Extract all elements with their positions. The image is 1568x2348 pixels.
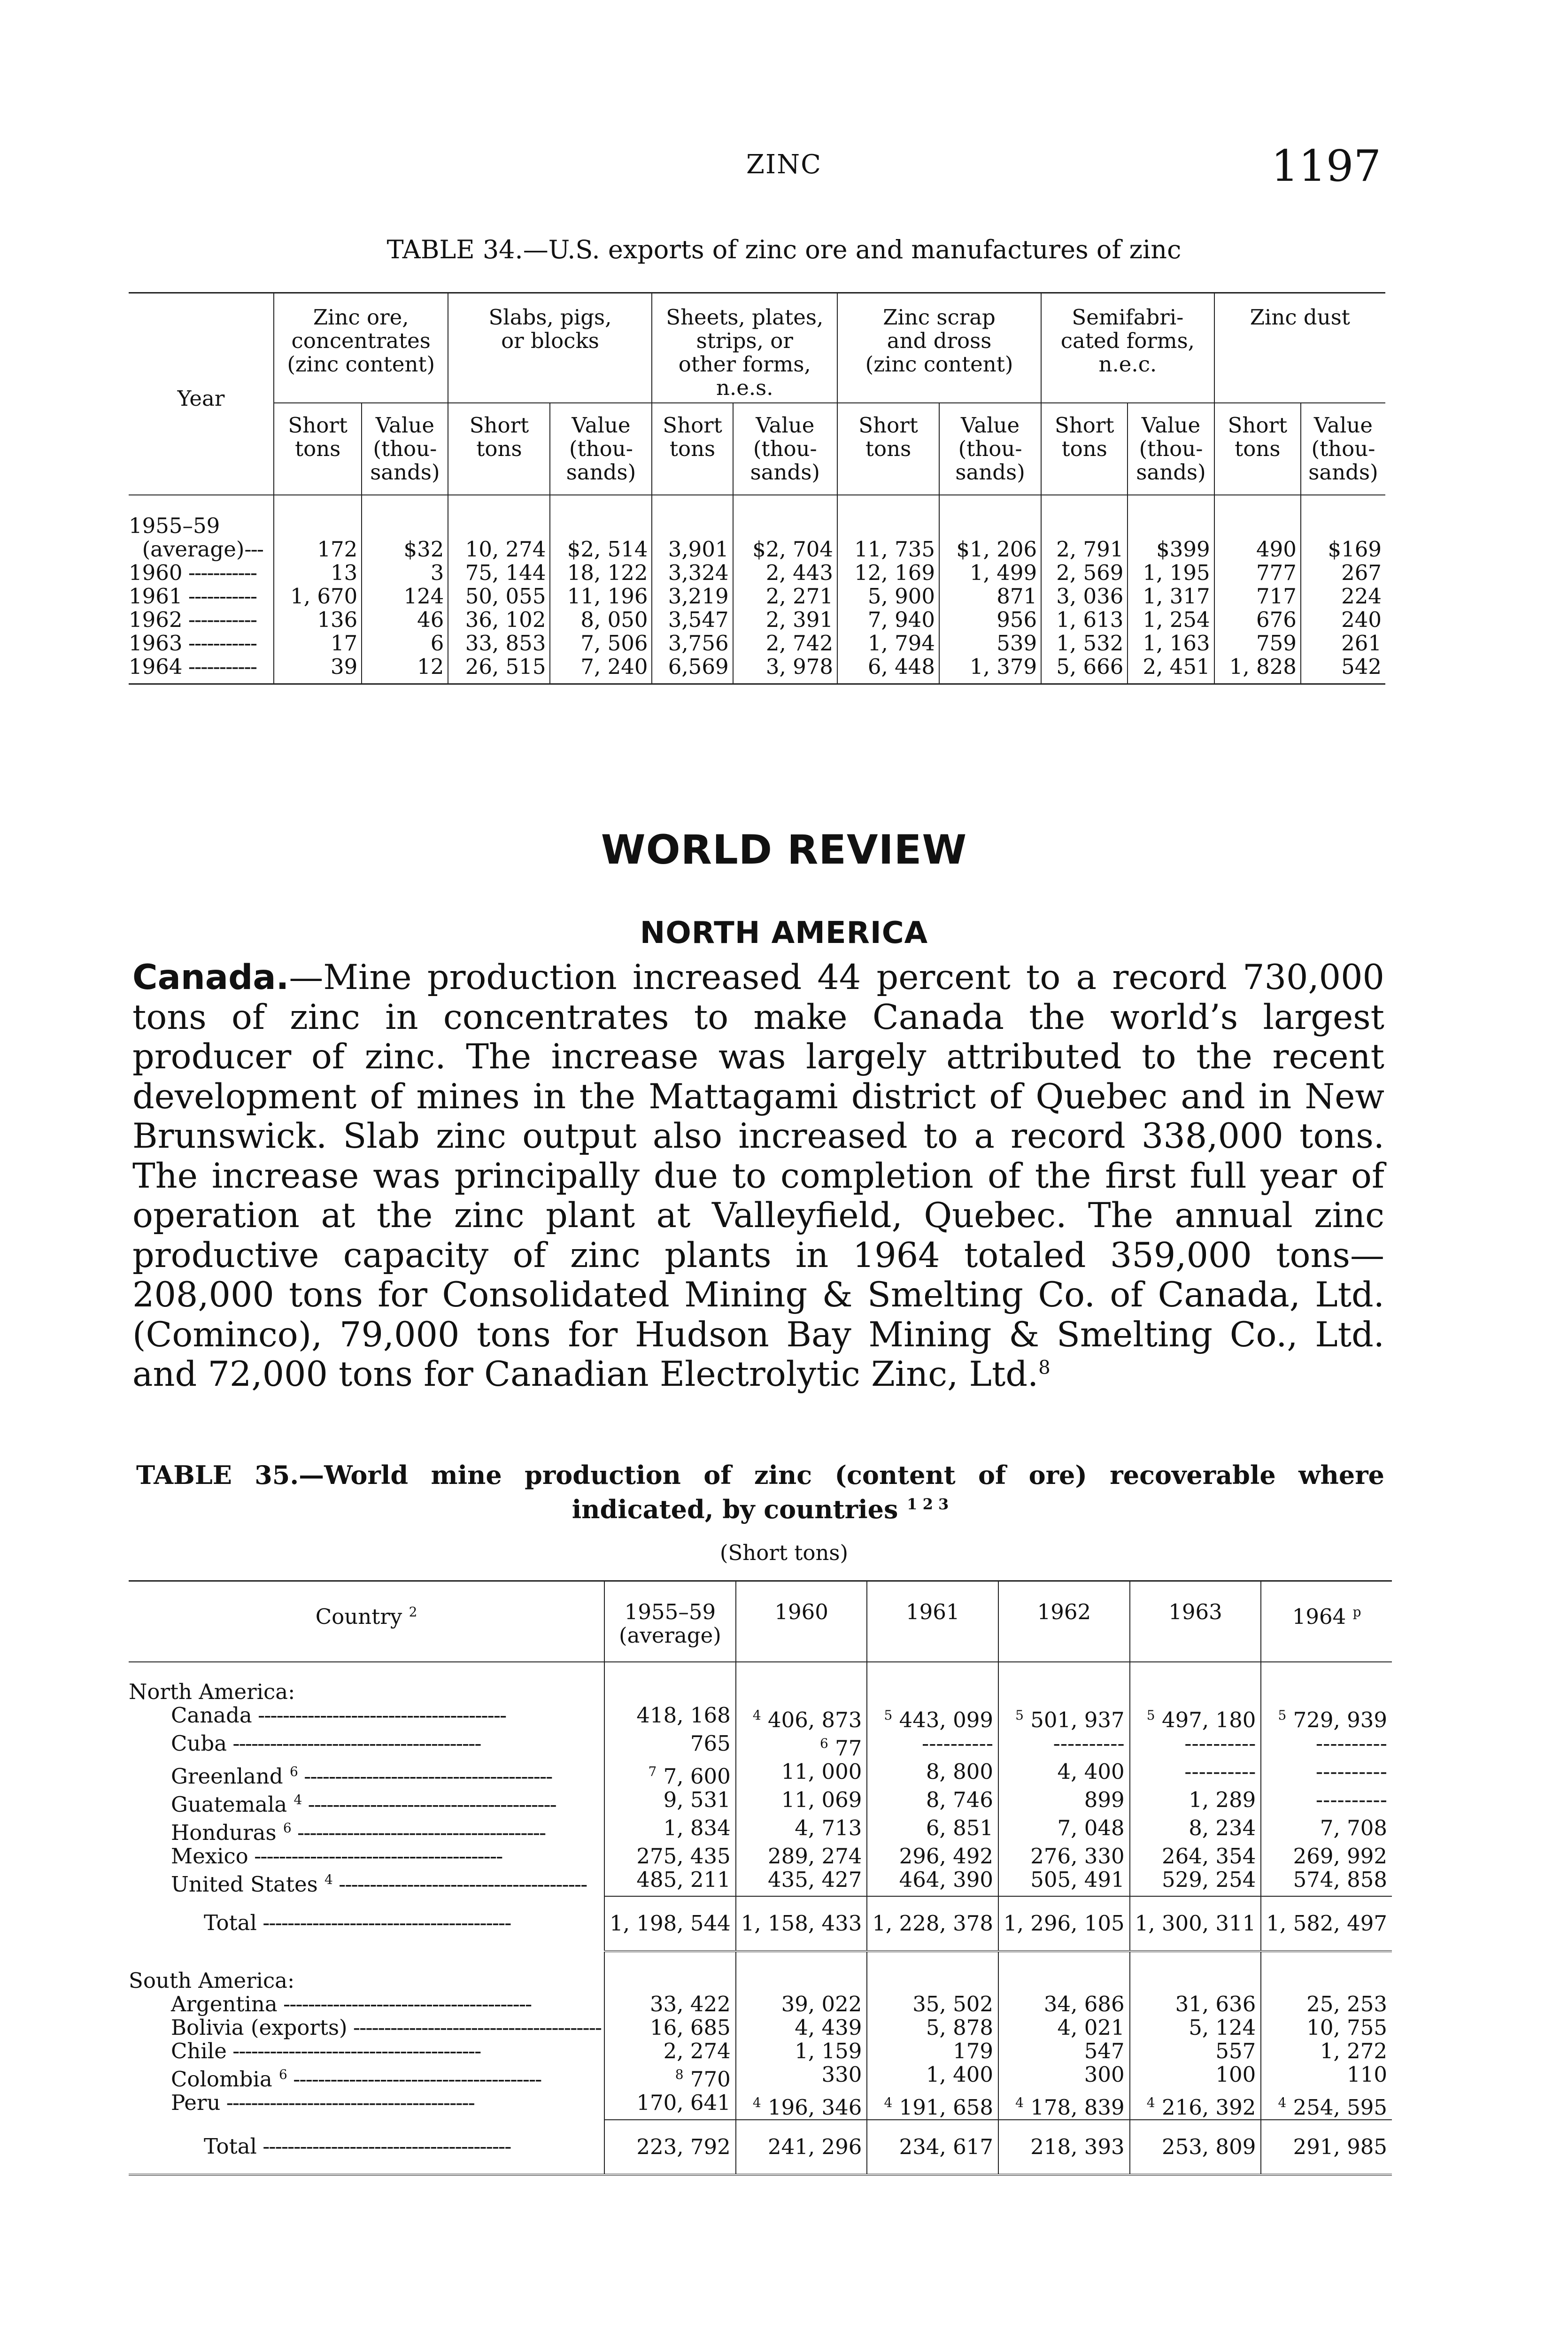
table-row — [129, 1868, 1392, 1896]
value-cell: 2, 791 — [1041, 538, 1128, 561]
value-cell: 4, 713 — [736, 1816, 867, 1845]
value-cell: 39, 022 — [736, 1993, 867, 2016]
value-cell: 1, 532 — [1041, 632, 1128, 655]
value-cell: 18, 122 — [550, 561, 652, 585]
value-cell: 777 — [1214, 561, 1301, 585]
value-header: Value (thou- sands) — [550, 403, 652, 495]
value-cell: 5, 900 — [837, 585, 939, 608]
short-tons-header: Short tons — [448, 403, 550, 495]
value-cell: 1, 317 — [1128, 585, 1214, 608]
value-cell: 50, 055 — [448, 585, 550, 608]
country-cell: Cuba ---------------------------------------- — [171, 1732, 481, 1756]
value-cell: 6, 448 — [837, 655, 939, 684]
value-cell: 1, 499 — [939, 561, 1041, 585]
value-cell: 956 — [939, 608, 1041, 632]
value-cell: 7, 940 — [837, 608, 939, 632]
short-tons-header: Short tons — [1041, 403, 1128, 495]
footnote-ref: 8 — [1038, 1357, 1050, 1379]
region-label: North America: — [129, 1679, 295, 1704]
value-cell: 8, 746 — [867, 1788, 998, 1816]
value-cell: 1, 828 — [1214, 655, 1301, 684]
value-cell: 1, 195 — [1128, 561, 1214, 585]
north-america-heading: NORTH AMERICA — [640, 916, 928, 950]
group-header: Zinc scrap and dross (zinc content) — [837, 293, 1041, 403]
value-cell: 485, 211 — [604, 1868, 736, 1896]
value-cell: 25, 253 — [1261, 1993, 1392, 2016]
value-cell: 7, 708 — [1261, 1816, 1392, 1845]
value-cell: 7, 240 — [550, 655, 652, 684]
value-cell: 5, 878 — [867, 2016, 998, 2039]
group-header: Slabs, pigs, or blocks — [448, 293, 652, 403]
value-cell: 6, 851 — [867, 1816, 998, 1845]
table-row — [129, 2063, 1392, 2091]
region-row — [129, 1662, 1392, 1704]
value-cell: 4, 021 — [998, 2016, 1130, 2039]
total-cell: 234, 617 — [867, 2120, 998, 2175]
value-cell: 765 — [604, 1732, 736, 1760]
value-cell: 1, 834 — [604, 1816, 736, 1845]
value-cell: 39 — [274, 655, 362, 684]
year-header: 1964 $^p$ — [1261, 1581, 1392, 1662]
value-cell: 3, 978 — [733, 655, 837, 684]
total-cell: 1, 300, 311 — [1130, 1896, 1261, 1951]
value-cell: $^5$ 501, 937 — [998, 1704, 1130, 1732]
table-row — [129, 1993, 1392, 2016]
value-cell: 8, 800 — [867, 1760, 998, 1788]
country-cell: Mexico ---------------------------------------- — [171, 1845, 502, 1868]
value-cell: 11, 196 — [550, 585, 652, 608]
value-cell: 275, 435 — [604, 1845, 736, 1868]
group-header: Zinc ore, concentrates (zinc content) — [274, 293, 448, 403]
value-cell: 11, 000 — [736, 1760, 867, 1788]
value-cell: 3 — [362, 561, 448, 585]
value-cell: $1, 206 — [939, 538, 1041, 561]
value-cell: 6 — [362, 632, 448, 655]
value-cell: 529, 254 — [1130, 1868, 1261, 1896]
group-header: Sheets, plates, strips, or other forms, n.e.s. — [652, 293, 837, 403]
value-cell: 6,569 — [652, 655, 733, 684]
table-row — [129, 1732, 1392, 1760]
group-header: Zinc dust — [1214, 293, 1385, 403]
value-cell: 8, 234 — [1130, 1816, 1261, 1845]
value-cell: $2, 704 — [733, 538, 837, 561]
page-number: 1197 — [1271, 141, 1381, 191]
total-cell: 1, 228, 378 — [867, 1896, 998, 1951]
country-cell: Chile ---------------------------------------- — [171, 2039, 481, 2063]
region-label: South America: — [129, 1968, 295, 1993]
world-review-heading: WORLD REVIEW — [601, 826, 967, 873]
country-cell: Canada ---------------------------------------- — [171, 1704, 506, 1728]
value-cell: 435, 427 — [736, 1868, 867, 1896]
value-cell: 110 — [1261, 2063, 1392, 2091]
value-cell: $^4$ 196, 346 — [736, 2091, 867, 2120]
value-cell: 1, 272 — [1261, 2039, 1392, 2063]
value-cell: 7, 048 — [998, 1816, 1130, 1845]
value-header: Value (thou- sands) — [1128, 403, 1214, 495]
value-cell: 240 — [1301, 608, 1385, 632]
value-cell: 1, 289 — [1130, 1788, 1261, 1816]
total-cell: 223, 792 — [604, 2120, 736, 2175]
value-cell: 3,219 — [652, 585, 733, 608]
value-cell: $169 — [1301, 538, 1385, 561]
value-cell: $399 — [1128, 538, 1214, 561]
value-cell: 75, 144 — [448, 561, 550, 585]
value-header: Value (thou- sands) — [362, 403, 448, 495]
year-cell: 1964 ----------- — [129, 655, 274, 684]
total-label: Total ---------------------------------------- — [129, 2120, 604, 2175]
value-cell: 9, 531 — [604, 1788, 736, 1816]
value-cell: 136 — [274, 608, 362, 632]
value-cell: $^4$ 406, 873 — [736, 1704, 867, 1732]
country-cell: Peru ---------------------------------------- — [171, 2091, 474, 2115]
value-cell: 418, 168 — [604, 1704, 736, 1732]
value-cell: 871 — [939, 585, 1041, 608]
value-cell: 7, 506 — [550, 632, 652, 655]
short-tons-header: Short tons — [652, 403, 733, 495]
value-cell: 1, 254 — [1128, 608, 1214, 632]
value-cell: 35, 502 — [867, 1993, 998, 2016]
country-cell: Bolivia (exports) ---------------------------------------- — [171, 2016, 602, 2039]
value-cell: 2, 569 — [1041, 561, 1128, 585]
table-row — [129, 2091, 1392, 2120]
table-row — [129, 1845, 1392, 1868]
value-header: Value (thou- sands) — [733, 403, 837, 495]
year-cell: 1955–59 — [129, 513, 220, 538]
country-cell: United States $^4$ ---------------------------------------- — [171, 1872, 587, 1896]
country-cell: Honduras $^6$ ---------------------------------------- — [171, 1820, 546, 1845]
value-cell: ---------- — [998, 1732, 1130, 1760]
value-cell: 34, 686 — [998, 1993, 1130, 2016]
year-header: 1961 — [867, 1581, 998, 1662]
paragraph-body: —Mine production increased 44 percent to a record 730,000 tons of zinc in concentrates to make Canada the world’s largest producer of zinc. The increase was largely attributed to the recent development of mines in the Mattagami district of Quebec and in New Brunswick. Slab zinc output also increased to a record 338,000 tons. The increase was principally due to completion of the first full year of operation at the zinc plant at Valleyfield, Quebec. The annual zinc productive capacity of zinc plants in 1964 totaled 359,000 tons—208,000 tons for Consolidated Mining & Smelting Co. of Canada, Ltd. (Cominco), 79,000 tons for Hudson Bay Mining & Smelting Co., Ltd. and 72,000 tons for Canadian Electrolytic Zinc, Ltd. — [132, 958, 1384, 1394]
value-cell: 261 — [1301, 632, 1385, 655]
year-header: 1963 — [1130, 1581, 1261, 1662]
total-cell: 253, 809 — [1130, 2120, 1261, 2175]
country-cell: Argentina ---------------------------------------- — [171, 1993, 532, 2016]
value-cell: $^4$ 216, 392 — [1130, 2091, 1261, 2120]
value-cell: $^4$ 254, 595 — [1261, 2091, 1392, 2120]
value-cell: $^6$ 77 — [736, 1732, 867, 1760]
value-cell: 12 — [362, 655, 448, 684]
value-cell: $^7$ 7, 600 — [604, 1760, 736, 1788]
value-cell: 3,756 — [652, 632, 733, 655]
year-cell: 1962 ----------- — [129, 607, 257, 632]
value-cell: 179 — [867, 2039, 998, 2063]
year-header: 1962 — [998, 1581, 1130, 1662]
table-row — [129, 538, 1385, 561]
table-row — [129, 632, 1385, 655]
total-label: Total ---------------------------------------- — [204, 1910, 511, 1935]
value-cell: $^5$ 497, 180 — [1130, 1704, 1261, 1732]
year-cell: 1963 ----------- — [129, 631, 257, 656]
country-cell: Colombia $^6$ ---------------------------------------- — [171, 2067, 541, 2091]
total-cell: 1, 198, 544 — [604, 1896, 736, 1951]
value-cell: $^8$ 770 — [604, 2063, 736, 2091]
value-cell: 505, 491 — [998, 1868, 1130, 1896]
value-cell: 1, 379 — [939, 655, 1041, 684]
table-row — [129, 1760, 1392, 1788]
value-cell: 2, 451 — [1128, 655, 1214, 684]
value-cell: ---------- — [1261, 1788, 1392, 1816]
total-cell: 1, 296, 105 — [998, 1896, 1130, 1951]
value-cell: 296, 492 — [867, 1845, 998, 1868]
value-cell: 490 — [1214, 538, 1301, 561]
value-cell: 1, 613 — [1041, 608, 1128, 632]
value-cell: $2, 514 — [550, 538, 652, 561]
value-cell: 4, 439 — [736, 2016, 867, 2039]
value-cell: 574, 858 — [1261, 1868, 1392, 1896]
short-tons-header: Short tons — [837, 403, 939, 495]
total-cell: 241, 296 — [736, 2120, 867, 2175]
value-cell: ---------- — [1261, 1732, 1392, 1760]
value-header: Value (thou- sands) — [939, 403, 1041, 495]
value-cell: 26, 515 — [448, 655, 550, 684]
value-cell: 124 — [362, 585, 448, 608]
table-row — [129, 495, 1385, 538]
total-cell: 1, 582, 497 — [1261, 1896, 1392, 1951]
table-34-title: TABLE 34.—U.S. exports of zinc ore and manufactures of zinc — [386, 235, 1182, 264]
canada-paragraph — [132, 958, 1384, 1395]
total-row — [129, 2120, 1392, 2175]
value-cell: $^5$ 443, 099 — [867, 1704, 998, 1732]
value-cell: 5, 666 — [1041, 655, 1128, 684]
value-cell: 10, 755 — [1261, 2016, 1392, 2039]
table-row — [129, 585, 1385, 608]
value-cell: 11, 069 — [736, 1788, 867, 1816]
value-cell: 899 — [998, 1788, 1130, 1816]
value-cell: 17 — [274, 632, 362, 655]
total-row — [129, 1896, 1392, 1951]
value-cell: 264, 354 — [1130, 1845, 1261, 1868]
value-cell: 11, 735 — [837, 538, 939, 561]
value-cell: 1, 163 — [1128, 632, 1214, 655]
value-cell: 1, 670 — [274, 585, 362, 608]
value-cell: 3,547 — [652, 608, 733, 632]
total-cell: 218, 393 — [998, 2120, 1130, 2175]
total-cell: 291, 985 — [1261, 2120, 1392, 2175]
value-cell: 31, 636 — [1130, 1993, 1261, 2016]
value-cell: 5, 124 — [1130, 2016, 1261, 2039]
value-cell: 289, 274 — [736, 1845, 867, 1868]
value-cell: ---------- — [1130, 1760, 1261, 1788]
year-header: 1960 — [736, 1581, 867, 1662]
table-34 — [129, 292, 1385, 685]
value-cell: 3,324 — [652, 561, 733, 585]
value-cell: 267 — [1301, 561, 1385, 585]
value-cell: 2, 274 — [604, 2039, 736, 2063]
value-cell: 717 — [1214, 585, 1301, 608]
country-cell: Guatemala $^4$ ---------------------------------------- — [171, 1792, 556, 1816]
value-cell: 33, 422 — [604, 1993, 736, 2016]
value-cell: 8, 050 — [550, 608, 652, 632]
value-cell: 1, 400 — [867, 2063, 998, 2091]
value-header: Value (thou- sands) — [1301, 403, 1385, 495]
value-cell: 100 — [1130, 2063, 1261, 2091]
year-cell: 1961 ----------- — [129, 584, 257, 609]
value-cell: 10, 274 — [448, 538, 550, 561]
value-cell: 300 — [998, 2063, 1130, 2091]
value-cell: 269, 992 — [1261, 1845, 1392, 1868]
table-row — [129, 655, 1385, 684]
region-row — [129, 1951, 1392, 1993]
value-cell: 224 — [1301, 585, 1385, 608]
value-cell: 2, 271 — [733, 585, 837, 608]
year-header: Year — [129, 293, 274, 495]
year-header: 1955–59 (average) — [604, 1581, 736, 1662]
total-cell: 1, 158, 433 — [736, 1896, 867, 1951]
value-cell: 12, 169 — [837, 561, 939, 585]
value-cell: 330 — [736, 2063, 867, 2091]
table-35-units: (Short tons) — [719, 1540, 849, 1565]
title-note: 1 2 3 — [907, 1495, 949, 1513]
paragraph-lead: Canada. — [132, 958, 289, 997]
value-cell: 46 — [362, 608, 448, 632]
year-cell: 1960 ----------- — [129, 560, 257, 585]
value-cell: 759 — [1214, 632, 1301, 655]
value-cell: $32 — [362, 538, 448, 561]
value-cell: ---------- — [867, 1732, 998, 1760]
table-row — [129, 1704, 1392, 1732]
value-cell: 2, 391 — [733, 608, 837, 632]
running-title: ZINC — [746, 149, 822, 180]
value-cell: $^4$ 191, 658 — [867, 2091, 998, 2120]
value-cell: 2, 742 — [733, 632, 837, 655]
value-cell: $^4$ 178, 839 — [998, 2091, 1130, 2120]
year-cell: (average)--- — [142, 537, 263, 562]
value-cell: 172 — [274, 538, 362, 561]
value-cell: 464, 390 — [867, 1868, 998, 1896]
value-cell: ---------- — [1130, 1732, 1261, 1760]
table-35 — [129, 1580, 1392, 2176]
value-cell: ---------- — [1261, 1760, 1392, 1788]
value-cell: 539 — [939, 632, 1041, 655]
table-row — [129, 561, 1385, 585]
table-row — [129, 608, 1385, 632]
group-header: Semifabri- cated forms, n.e.c. — [1041, 293, 1214, 403]
value-cell: 1, 159 — [736, 2039, 867, 2063]
value-cell: $^5$ 729, 939 — [1261, 1704, 1392, 1732]
country-cell: Greenland $^6$ ---------------------------------------- — [171, 1764, 552, 1788]
value-cell: 676 — [1214, 608, 1301, 632]
value-cell: 547 — [998, 2039, 1130, 2063]
value-cell: 13 — [274, 561, 362, 585]
country-header: Country $^2$ — [129, 1581, 604, 1662]
short-tons-header: Short tons — [274, 403, 362, 495]
value-cell: 4, 400 — [998, 1760, 1130, 1788]
value-cell: 2, 443 — [733, 561, 837, 585]
table-row — [129, 2016, 1392, 2039]
short-tons-header: Short tons — [1214, 403, 1301, 495]
value-cell: 33, 853 — [448, 632, 550, 655]
value-cell: 36, 102 — [448, 608, 550, 632]
table-row — [129, 1788, 1392, 1816]
value-cell: 3, 036 — [1041, 585, 1128, 608]
table-row — [129, 1816, 1392, 1845]
value-cell: 1, 794 — [837, 632, 939, 655]
table-35-title: TABLE 35.—World mine production of zinc (content of ore) recoverable where indicated, by countries $^{1 2 3}$ — [136, 1460, 1384, 1524]
value-cell: 3,901 — [652, 538, 733, 561]
value-cell: 170, 641 — [604, 2091, 736, 2120]
value-cell: 276, 330 — [998, 1845, 1130, 1868]
table-row — [129, 2039, 1392, 2063]
value-cell: 16, 685 — [604, 2016, 736, 2039]
value-cell: 557 — [1130, 2039, 1261, 2063]
value-cell: 542 — [1301, 655, 1385, 684]
